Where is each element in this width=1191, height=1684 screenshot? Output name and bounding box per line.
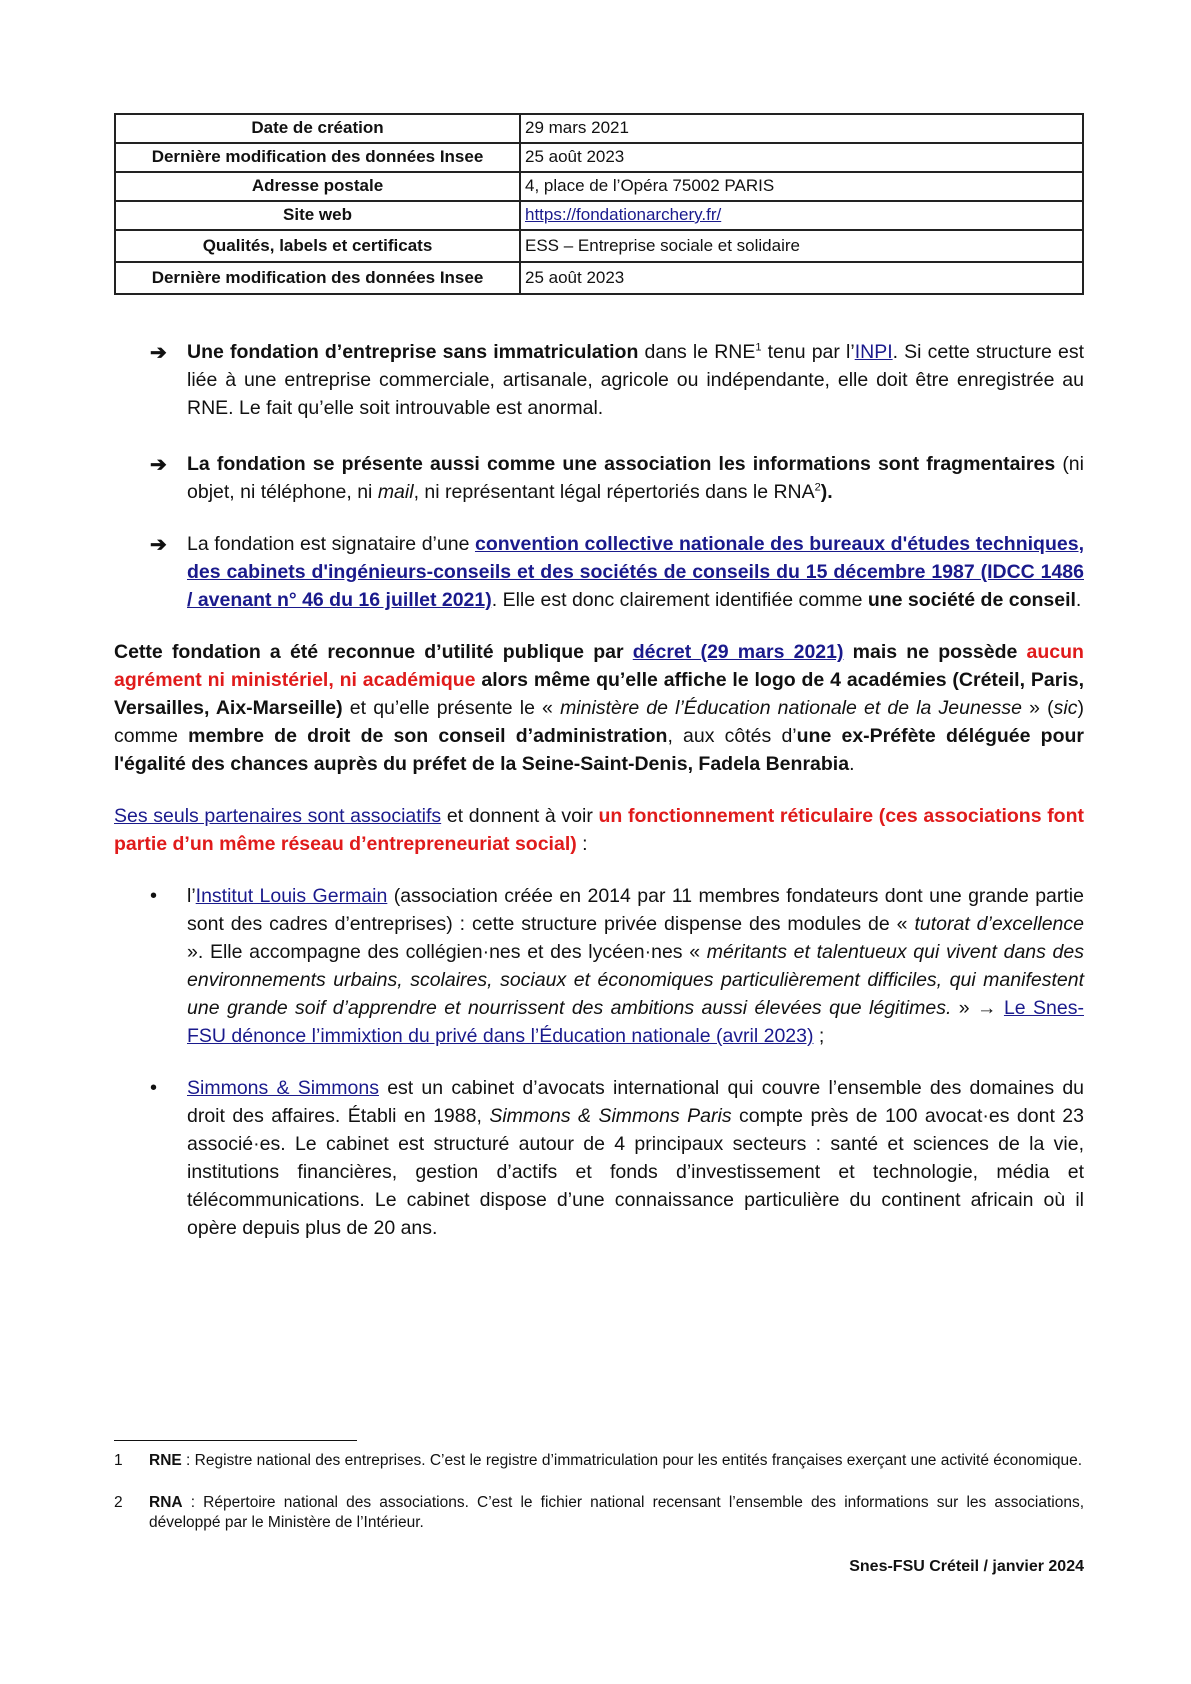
- footnote-term: RNE: [149, 1452, 182, 1469]
- item-italic-text: mail: [377, 481, 414, 503]
- table-label: Dernière modification des données Insee: [115, 262, 520, 294]
- footnote-ref[interactable]: 1: [755, 341, 762, 354]
- footnote-text: [149, 1493, 1084, 1533]
- table-value: 4, place de l’Opéra 75002 PARIS: [520, 172, 1083, 201]
- table-label: Date de création: [115, 114, 520, 143]
- website-link[interactable]: https://fondationarchery.fr/: [525, 205, 722, 224]
- bullet-text: compte près de 100 avocat·es dont 23 associé·es. Le cabinet est structuré autour de 4 principaux secteurs : santé et sciences de la vie, institutions financières, gestion d’actifs et fonds d’investissement et technologie, média et télécommunications. Le cabinet dispose d’une connaissance particulière du continent africain où il opère depuis plus de 20 ans.: [187, 1105, 1084, 1239]
- arrow-item-1: [114, 338, 1084, 422]
- para-italic: ministère de l’Éducation nationale et de la Jeunesse: [560, 697, 1023, 719]
- item-text: ).: [820, 481, 833, 503]
- para-italic: sic: [1053, 697, 1078, 719]
- page-footer: Snes-FSU Créteil / janvier 2024: [849, 1558, 1084, 1575]
- footnote-definition: : Registre national des entreprises. C’est le registre d’immatriculation pour les entités françaises exerçant une activité économique.: [181, 1452, 1083, 1469]
- para-text: .: [849, 753, 855, 775]
- bullet-text: est un cabinet d’avocats international qui couvre l’ensemble des domaines du droit des affaires. Établi en 1988,: [187, 1077, 1085, 1127]
- arrow-item-3: [114, 530, 1084, 614]
- bullet-text: ». Elle accompagne des collégien·nes et des lycéen·nes «: [187, 941, 707, 963]
- footnote-1: [114, 1451, 1084, 1471]
- para-text: et qu’elle présente le «: [342, 697, 561, 719]
- paragraph-partners: [114, 802, 1084, 858]
- para-text: , aux côtés d’: [667, 725, 797, 747]
- bullet-item-simmons: [114, 1074, 1084, 1242]
- bullet-italic: méritants et talentueux qui vivent dans des environnements urbains, scolaires, sociaux et économiques particulièrement difficiles, qui manifestent une grande soif d’apprendre et nourrissent des ambitions aussi élevées que légitimes.: [187, 941, 1085, 1019]
- para-bold: une ex-Préfète déléguée pour l'égalité des chances auprès du préfet de la Seine-Saint-Denis, Fadela Benrabia: [114, 725, 1084, 775]
- table-label: Site web: [115, 201, 520, 230]
- para-red-emphasis: un fonctionnement réticulaire (ces associations font partie d’un même réseau d’entrepreneuriat social): [114, 805, 1085, 855]
- item-text: La fondation est signataire d’une: [187, 533, 475, 555]
- footnote-number: 2: [114, 1494, 123, 1511]
- item-text: .: [1075, 589, 1082, 611]
- bullet-text: ;: [813, 1025, 825, 1047]
- item-text: (ni objet, ni téléphone, ni: [187, 453, 1084, 503]
- item-text: , ni représentant légal répertoriés dans le RNA: [413, 481, 815, 503]
- footnote-text: [149, 1451, 1084, 1471]
- para-bold: Cette fondation a été reconnue d’utilité publique par: [114, 641, 633, 663]
- bullet-text: » →: [951, 997, 1004, 1019]
- footnote-term: RNA: [149, 1494, 183, 1511]
- table-value: 29 mars 2021: [520, 114, 1083, 143]
- arrow-right-icon: ➔: [150, 534, 167, 556]
- item-bold-text: La fondation se présente aussi comme une association les informations sont fragmentaires: [187, 453, 1056, 475]
- item-bold-text: une société de conseil: [867, 589, 1076, 611]
- inpi-link[interactable]: INPI: [854, 341, 893, 363]
- table-row: [115, 114, 1083, 143]
- item-bold-text: Une fondation d’entreprise sans immatriculation: [187, 341, 639, 363]
- convention-link[interactable]: convention collective nationale des bureaux d'études techniques, des cabinets d'ingénieurs-conseils et des sociétés de conseils du 15 décembre 1987 (IDCC 1486 / avenant n° 46 du 16 juillet 2021): [187, 533, 1084, 611]
- item-text: . Si cette structure est liée à une entreprise commerciale, artisanale, agricole ou indépendante, elle doit être enregistrée au RNE. Le fait qu’elle soit introuvable est anormal.: [187, 341, 1085, 419]
- table-value: ESS – Entreprise sociale et solidaire: [520, 230, 1083, 262]
- footnote-ref[interactable]: 2: [814, 481, 821, 494]
- table-row: [115, 172, 1083, 201]
- info-table: [114, 113, 1084, 295]
- paragraph-recognition: [114, 638, 1084, 778]
- footnote-number: 1: [114, 1452, 123, 1469]
- para-bold: mais ne possède: [843, 641, 1027, 663]
- table-label: Adresse postale: [115, 172, 520, 201]
- table-label: Qualités, labels et certificats: [115, 230, 520, 262]
- footnote-2: [114, 1493, 1084, 1533]
- arrow-right-icon: ➔: [150, 342, 167, 364]
- institut-link[interactable]: Institut Louis Germain: [195, 885, 388, 907]
- para-text: » (: [1022, 697, 1054, 719]
- table-value-cell: [520, 201, 1083, 230]
- para-text: :: [576, 833, 588, 855]
- arrow-item-2: [114, 450, 1084, 506]
- table-row: [115, 262, 1083, 294]
- bullet-item-institut: [114, 882, 1084, 1050]
- bullet-icon: •: [150, 885, 158, 907]
- table-row: [115, 230, 1083, 262]
- snes-article-link[interactable]: Le Snes-FSU dénonce l’immixtion du privé dans l’Éducation nationale (avril 2023): [187, 997, 1084, 1047]
- table-value: 25 août 2023: [520, 262, 1083, 294]
- item-text: dans le RNE: [638, 341, 756, 363]
- bullet-italic: tutorat d’excellence: [914, 913, 1084, 935]
- bullet-text: (association créée en 2014 par 11 membres fondateurs dont une grande partie sont des cadres d’entreprises) : cette structure privée dispense des modules de «: [187, 885, 1084, 935]
- document-page: [114, 113, 1084, 1242]
- item-text: . Elle est donc clairement identifiée comme: [491, 589, 868, 611]
- para-red-emphasis: aucun agrément ni ministériel, ni académique: [114, 641, 1084, 691]
- table-row: [115, 201, 1083, 230]
- para-bold: membre de droit de son conseil d’administration: [188, 725, 668, 747]
- para-bold: alors même qu’elle affiche le logo de 4 académies (Créteil, Paris, Versailles, Aix-Marseille): [114, 669, 1084, 719]
- para-text: ) comme: [114, 697, 1084, 747]
- simmons-link[interactable]: Simmons & Simmons: [187, 1077, 379, 1099]
- footnote-definition: : Répertoire national des associations. C’est le fichier national recensant l’ensemble des informations sur les associations, développé par le Ministère de l’Intérieur.: [149, 1494, 1084, 1531]
- table-value: 25 août 2023: [520, 143, 1083, 172]
- table-label: Dernière modification des données Insee: [115, 143, 520, 172]
- table-row: [115, 143, 1083, 172]
- arrow-right-icon: ➔: [150, 454, 167, 476]
- partners-link[interactable]: Ses seuls partenaires sont associatifs: [114, 805, 442, 827]
- decret-link[interactable]: décret (29 mars 2021): [632, 641, 844, 663]
- para-text: et donnent à voir: [441, 805, 599, 827]
- bullet-italic: Simmons & Simmons Paris: [489, 1105, 732, 1127]
- bullet-icon: •: [150, 1077, 158, 1099]
- footnote-separator: [114, 1440, 357, 1441]
- item-text: tenu par l’: [761, 341, 855, 363]
- bullet-text: l’: [187, 885, 196, 907]
